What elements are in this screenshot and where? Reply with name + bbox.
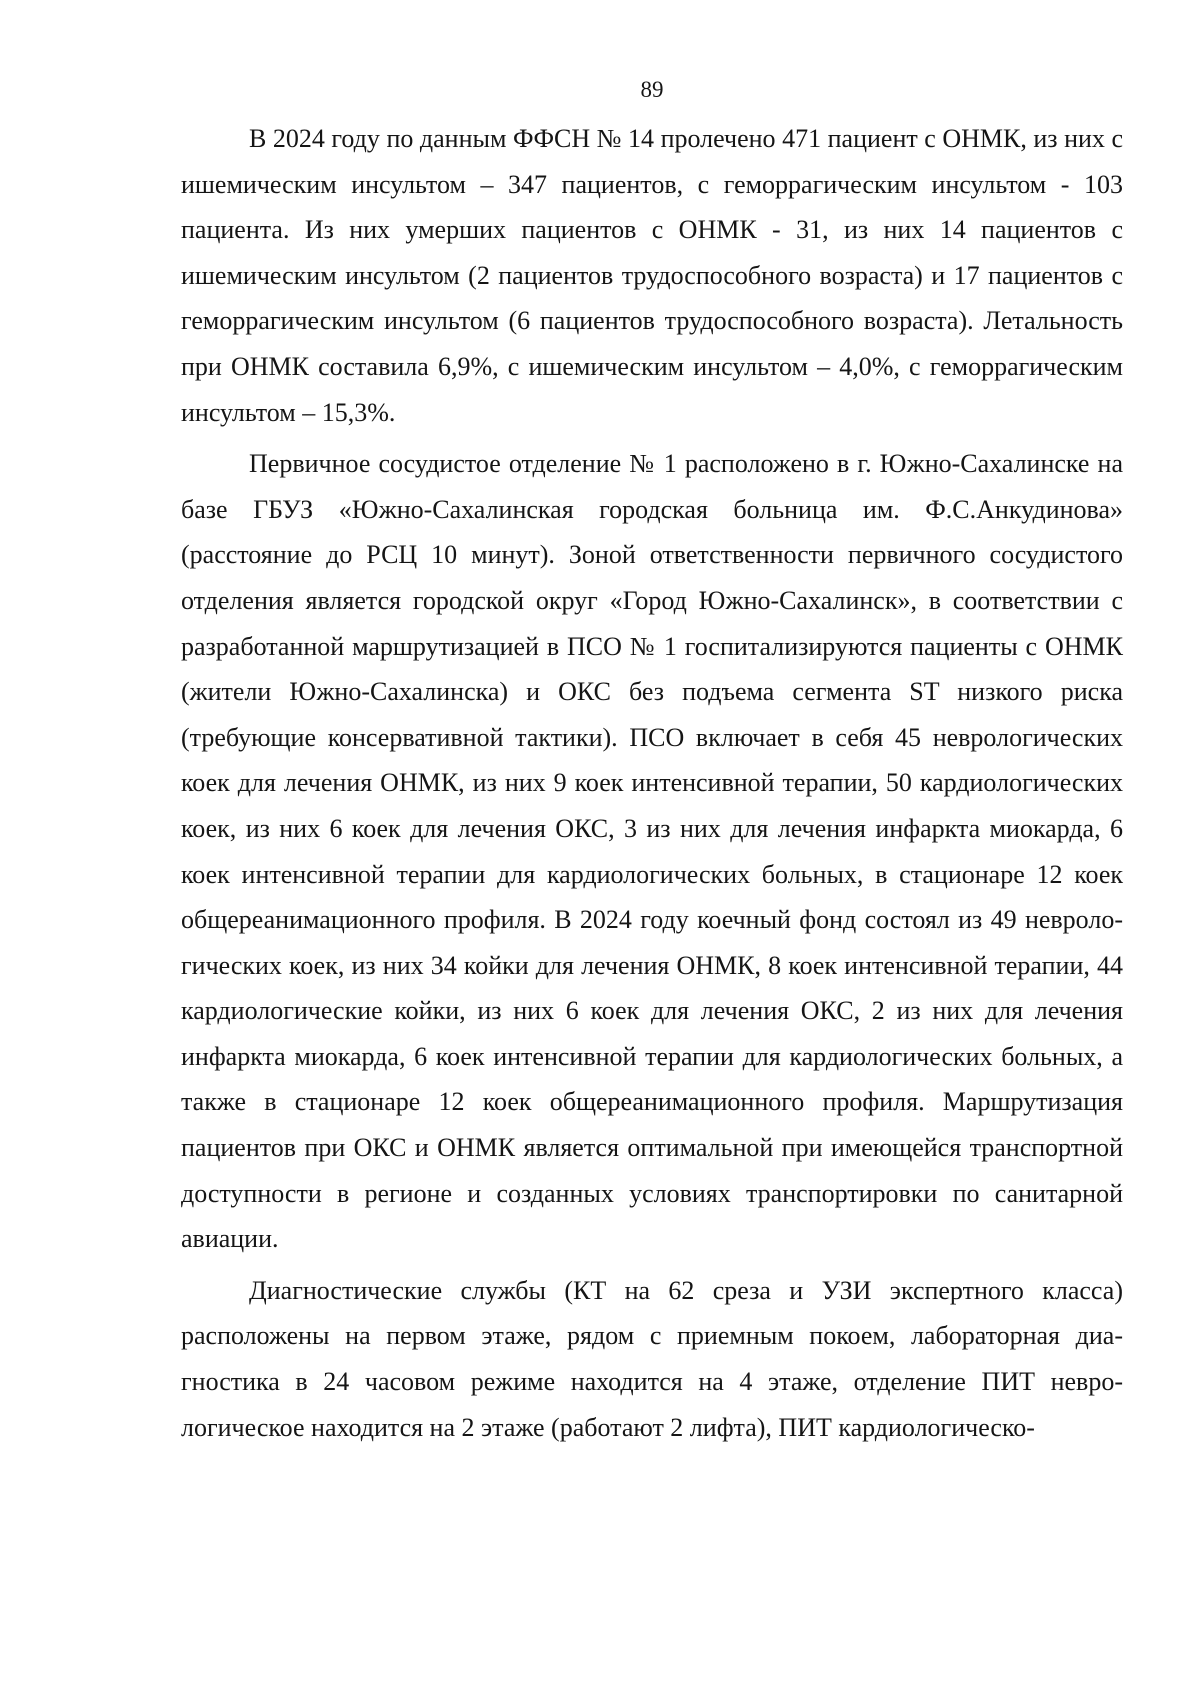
- paragraph-diagnostic-services: Диагностические службы (КТ на 62 среза и УЗИ экспертного класса) расположены на первом этаже, рядом с приемным покоем, лабораторная диагностика в 24 часовом режиме находится на 4 этаже, отделение ПИТ неврологическое находится на 2 этаже (работают 2 лифта), ПИТ кардиологическо-: [181, 1275, 1123, 1442]
- paragraph-stroke-statistics: В 2024 году по данным ФФСН № 14 пролечено 471 пациент с ОНМК, из них с ишемическим инсультом – 347 пациентов, с геморрагическим инсультом - 103 пациента. Из них умерших пациентов с ОНМК - 31, из них 14 пациентов с ишемическим инсультом (2 пациентов трудоспособного возраста) и 17 пациентов с геморрагическим инсультом (6 пациентов трудоспособного возраста). Летальность при ОНМК составила 6,9%, с ишемическим инсультом – 4,0%, с геморрагическим инсультом – 15,3%.: [181, 124, 1123, 427]
- page-number: 89: [640, 77, 664, 102]
- document-page: [181, 72, 1123, 1450]
- paragraph-vascular-department: Первичное сосудистое отделение № 1 расположено в г. Южно-Сахалинске на базе ГБУЗ «Южно-Сахалинская городская больница им. Ф.С.Анкудинова» (расстояние до РСЦ 10 минут). Зоной ответственности первичного сосудистого отделения является городской округ «Город Южно-Сахалинск», в соответствии с разработанной маршрутизацией в ПСО № 1 госпитализируются пациенты с ОНМК (жители Южно-Сахалинска) и ОКС без подъема сегмента ST низкого риска (требующие консервативной тактики). ПСО включает в себя 45 неврологических коек для лечения ОНМК, из них 9 коек интенсивной терапии, 50 кардиологических коек, из них 6 коек для лечения ОКС, 3 из них для лечения инфаркта миокарда, 6 коек интенсивной терапии для кардиологических больных, в стационаре 12 коек общереанимационного профиля. В 2024 году коечный фонд состоял из 49 неврологических коек, из них 34 койки для лечения ОНМК, 8 коек интенсивной терапии, 44 кардиологические койки, из них 6 коек для лечения ОКС, 2 из них для лечения инфаркта миокарда, 6 коек интенсивной терапии для кардиологических больных, а также в стационаре 12 коек общереанимационного профиля. Маршрутизация пациентов при ОКС и ОНМК является оптимальной при имеющейся транспортной доступности в регионе и созданных условиях транспортировки по санитарной авиации.: [181, 449, 1123, 1254]
